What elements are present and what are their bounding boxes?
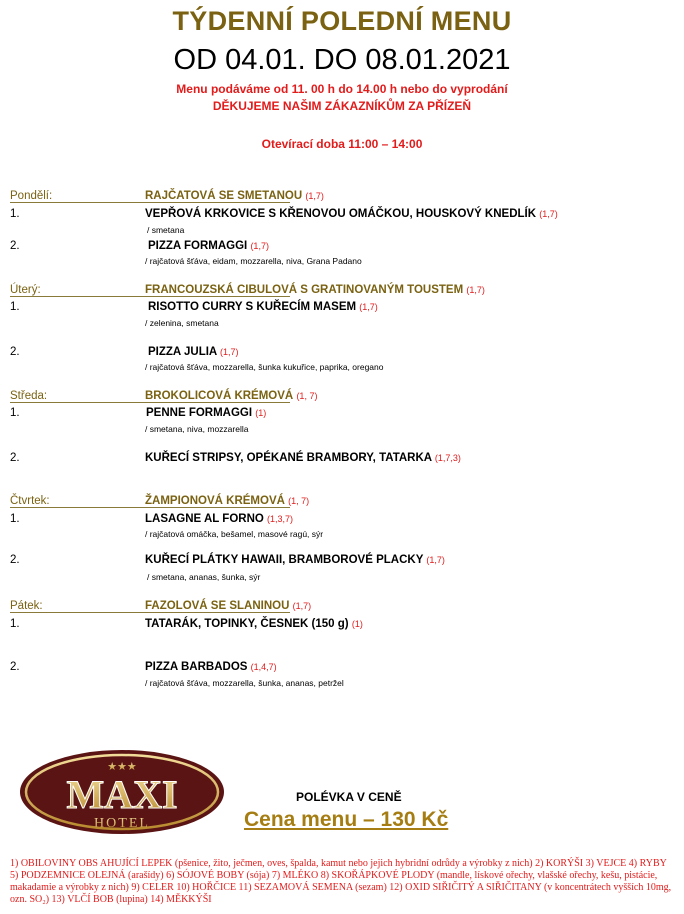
- dish-name: VEPŘOVÁ KRKOVICE S KŘENOVOU OMÁČKOU, HOUSKOVÝ KNEDLÍK: [145, 208, 537, 220]
- day-label-wednesday: Středa:: [10, 390, 290, 403]
- dish-number: 2.: [10, 240, 20, 252]
- dish-tuesday-1: [148, 301, 378, 313]
- dish-wednesday-1: [146, 407, 266, 419]
- dish-number: 2.: [10, 346, 20, 358]
- dish-name: PIZZA JULIA: [148, 346, 217, 358]
- dish-wednesday-2: [145, 452, 461, 464]
- dish-description: / zelenina, smetana: [145, 318, 219, 328]
- dish-friday-1: [145, 618, 363, 630]
- dish-number: 1.: [10, 513, 20, 525]
- dish-allergens: (1,4,7): [250, 662, 277, 672]
- dish-number: 1.: [10, 208, 20, 220]
- dish-name: TATARÁK, TOPINKY, ČESNEK (150 g): [145, 618, 349, 630]
- dish-allergens: (1,7): [220, 347, 239, 357]
- dish-number: 2.: [10, 661, 20, 673]
- dish-allergens: (1): [351, 619, 363, 629]
- soup-allergens: (1,7): [292, 601, 312, 611]
- dish-name: PENNE FORMAGGI: [146, 407, 253, 419]
- soup-allergens: (1,7): [305, 191, 324, 201]
- dish-allergens: (1,7): [250, 241, 269, 251]
- soup-name: BROKOLICOVÁ KRÉMOVÁ: [145, 390, 294, 402]
- dish-number: 2.: [10, 554, 20, 566]
- dish-number: 1.: [10, 618, 20, 630]
- dish-description: / rajčatová šťáva, eidam, mozzarella, niva, Grana Padano: [145, 256, 362, 266]
- dish-number: 2.: [10, 452, 20, 464]
- dish-monday-2: [148, 240, 269, 252]
- dish-name: PIZZA BARBADOS: [145, 661, 248, 673]
- soup-included-note: POLÉVKA V CENĚ: [296, 790, 402, 804]
- soup-allergens: (1, 7): [296, 391, 318, 401]
- soup-thursday: [145, 495, 309, 507]
- soup-monday: [145, 190, 324, 202]
- soup-wednesday: [145, 390, 317, 402]
- dish-name: KUŘECÍ PLÁTKY HAWAII, BRAMBOROVÉ PLACKY: [145, 554, 424, 566]
- dish-description: / smetana: [147, 225, 185, 235]
- dish-thursday-2: [145, 554, 445, 566]
- day-label-tuesday: Úterý:: [10, 284, 290, 297]
- logo-sub: HOTEL: [94, 816, 150, 831]
- soup-allergens: (1,7): [466, 285, 485, 295]
- dish-description: / rajčatová šťáva, mozzarella, šunka, ananas, petržel: [145, 678, 344, 688]
- dish-name: RISOTTO CURRY S KUŘECÍM MASEM: [148, 301, 357, 313]
- dish-allergens: (1,7,3): [434, 453, 461, 463]
- day-label-thursday: Čtvrtek:: [10, 495, 290, 508]
- day-label-monday: Pondělí:: [10, 190, 290, 203]
- dish-description: / rajčatová šťáva, mozzarella, šunka kukuřice, paprika, oregano: [145, 362, 384, 372]
- soup-name: ŽAMPIONOVÁ KRÉMOVÁ: [145, 495, 285, 507]
- serving-info: Menu podáváme od 11. 00 h do 14.00 h nebo do vyprodání: [176, 82, 508, 96]
- dish-allergens: (1,7): [359, 302, 378, 312]
- dish-number: 1.: [10, 301, 20, 313]
- menu-price: Cena menu – 130 Kč: [244, 808, 449, 831]
- dish-friday-2: [145, 661, 277, 673]
- dish-tuesday-2: [148, 346, 239, 358]
- allergens-legend: 1) OBILOVINY OBS AHUJÍCÍ LEPEK (pšenice, žito, ječmen, oves, špalda, kamut nebo jejich hybridní odrůdy a výrobky z nich) 2) KORÝŠI 3) VEJCE 4) RYBY 5) PODZEMNICE OLEJNÁ (arašídy) 6) SÓJOVÉ BOBY (sója) 7) MLÉKO 8) SKOŘÁPKOVÉ PLODY (mandle, lískové ořechy, vlašské ořechy, kešu, pistácie, makadamie a výrobky z nich) 9) CELER 10) HOŘČICE 11) SEZAMOVÁ SEMENA (sezam) 12) OXID SIŘIČITÝ A SIŘIČITANY (v koncentrátech vyšších 10mg, ozn. SO₂) 13) VLČÍ BOB (lupina) 14) MĚKKÝŠI: [10, 858, 672, 905]
- page-title: TÝDENNÍ POLEDNÍ MENU: [172, 6, 512, 36]
- soup-allergens: (1, 7): [288, 496, 310, 506]
- dish-number: 1.: [10, 407, 20, 419]
- dish-allergens: (1,7): [426, 555, 445, 565]
- dish-name: LASAGNE AL FORNO: [145, 513, 264, 525]
- dish-allergens: (1,7): [539, 209, 558, 219]
- dish-name: KUŘECÍ STRIPSY, OPÉKANÉ BRAMBORY, TATARKA: [145, 452, 432, 464]
- dish-thursday-1: [145, 513, 293, 525]
- dish-allergens: (1): [255, 408, 267, 418]
- logo-name: MAXI: [66, 772, 178, 817]
- soup-friday: [145, 600, 311, 612]
- soup-name: RAJČATOVÁ SE SMETANOU: [145, 190, 303, 202]
- dish-name: PIZZA FORMAGGI: [148, 240, 248, 252]
- opening-hours: Otevírací doba 11:00 – 14:00: [261, 137, 423, 151]
- thanks-note: DĚKUJEME NAŠIM ZÁKAZNÍKŮM ZA PŘÍZEŇ: [212, 99, 472, 113]
- date-range: OD 04.01. DO 08.01.2021: [173, 44, 511, 76]
- day-label-friday: Pátek:: [10, 600, 290, 613]
- soup-name: FRANCOUZSKÁ CIBULOVÁ S GRATINOVANÝM TOUSTEM: [145, 284, 464, 296]
- soup-name: FAZOLOVÁ SE SLANINOU: [145, 600, 290, 612]
- dish-allergens: (1,3,7): [267, 514, 294, 524]
- dish-description: / smetana, niva, mozzarella: [145, 424, 249, 434]
- dish-description: / rajčatová omáčka, bešamel, masové ragú, sýr: [145, 529, 324, 539]
- soup-tuesday: [145, 284, 485, 296]
- dish-description: / smetana, ananas, šunka, sýr: [147, 572, 261, 582]
- maxi-hotel-logo: [18, 748, 226, 836]
- dish-monday-1: [145, 208, 558, 220]
- logo-stars: ★★★: [107, 760, 137, 773]
- logo-emblem-icon: [18, 748, 226, 836]
